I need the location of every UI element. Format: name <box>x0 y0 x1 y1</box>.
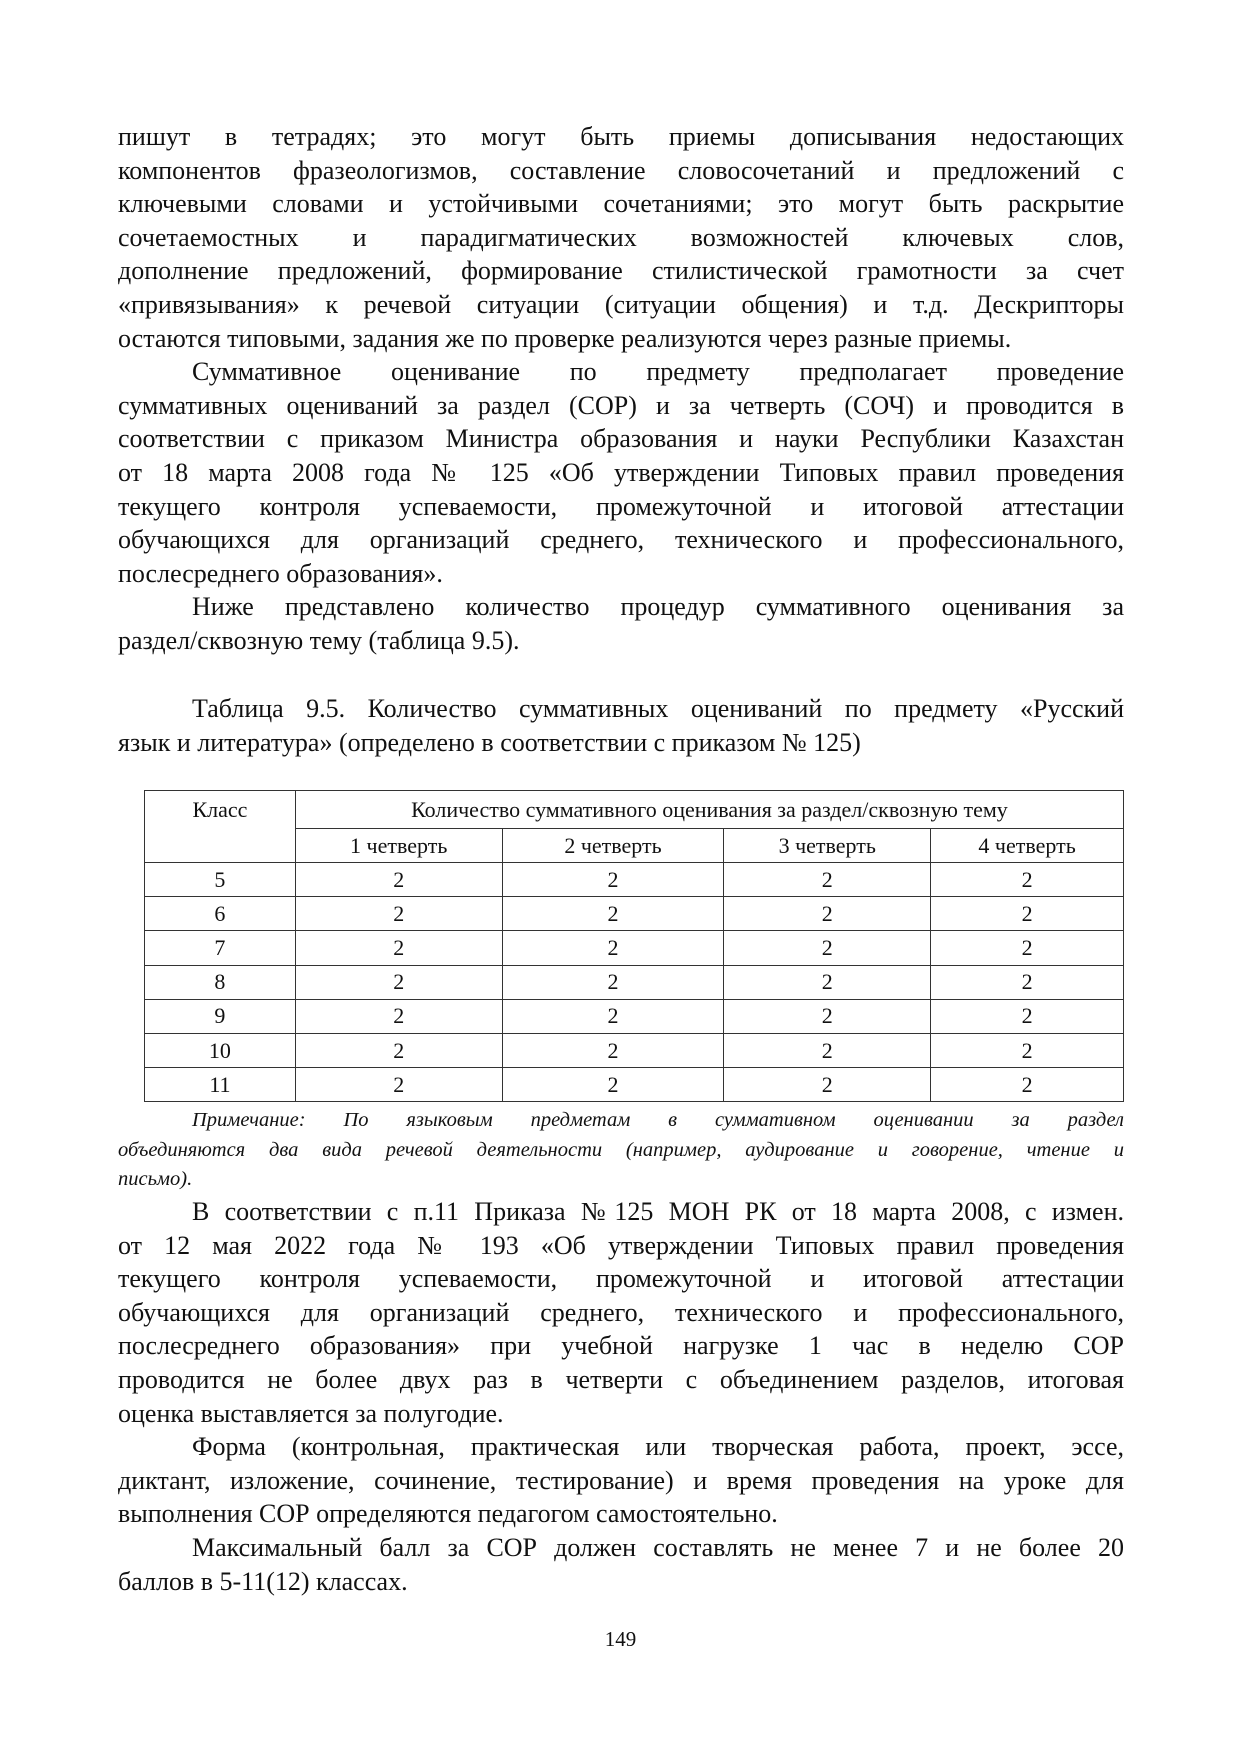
text-line: язык и литература» (определено в соответствии с приказом № 125) <box>118 727 861 757</box>
text-line: дополнение предложений, формирование стилистической грамотности за счет <box>118 256 1124 286</box>
text-line: баллов в 5-11(12) классах. <box>118 1566 408 1596</box>
cell-value: 2 <box>931 931 1124 965</box>
text-line: соответствии с приказом Министра образования и науки Республики Казахстан <box>118 424 1124 454</box>
header-class: Класс <box>145 791 296 863</box>
text-line: оценка выставляется за полугодие. <box>118 1398 504 1428</box>
cell-value: 2 <box>931 1033 1124 1067</box>
cell-value: 2 <box>724 1068 931 1102</box>
text-line: текущего контроля успеваемости, промежуточной и итоговой аттестации <box>118 1264 1124 1294</box>
text-line: выполнения СОР определяются педагогом самостоятельно. <box>118 1499 778 1529</box>
cell-class: 5 <box>145 863 296 897</box>
paragraph-continuation <box>118 120 1124 355</box>
table-row <box>145 1068 1124 1102</box>
text-line: В соответствии с п.11 Приказа №125 МОН РК от 18 марта 2008, с измен. <box>192 1197 1124 1226</box>
text-line: обучающихся для организаций среднего, технического и профессионального, <box>118 1297 1124 1327</box>
text-line: Ниже представлено количество процедур суммативного оценивания за <box>192 592 1124 622</box>
text-line: проводится не более двух раз в четверти с объединением разделов, итоговая <box>118 1364 1124 1394</box>
table-caption <box>118 692 1124 759</box>
table-row <box>145 931 1124 965</box>
cell-value: 2 <box>502 863 724 897</box>
text-line: Таблица 9.5. Количество суммативных оцениваний по предмету «Русский <box>192 694 1124 723</box>
text-line: послесреднего образования» при учебной нагрузке 1 час в неделю СОР <box>118 1331 1124 1361</box>
cell-class: 6 <box>145 897 296 931</box>
text-line: раздел/сквозную тему (таблица 9.5). <box>118 625 520 655</box>
text-line: суммативных оцениваний за раздел (СОР) и за четверть (СОЧ) и проводится в <box>118 390 1124 420</box>
note-line: Примечание: По языковым предметам в суммативном оценивании за раздел <box>192 1109 1124 1131</box>
header-quarter-4: 4 четверть <box>931 829 1124 863</box>
table-note <box>118 1106 1124 1195</box>
text-line: диктант, изложение, сочинение, тестирование) и время проведения на уроке для <box>118 1465 1124 1495</box>
note-line: объединяются два вида речевой деятельности (например, аудирование и говорение, чтение и <box>118 1138 1124 1161</box>
table-row <box>145 999 1124 1033</box>
table-header-row <box>145 791 1124 829</box>
cell-value: 2 <box>295 931 502 965</box>
cell-value: 2 <box>724 965 931 999</box>
cell-value: 2 <box>724 999 931 1033</box>
cell-value: 2 <box>724 931 931 965</box>
text-line: текущего контроля успеваемости, промежуточной и итоговой аттестации <box>118 491 1124 521</box>
cell-value: 2 <box>502 1033 724 1067</box>
cell-class: 8 <box>145 965 296 999</box>
paragraph-form <box>118 1430 1124 1531</box>
table-row <box>145 1033 1124 1067</box>
text-line: Максимальный балл за СОР должен составлять не менее 7 и не более 20 <box>192 1533 1124 1562</box>
cell-class: 11 <box>145 1068 296 1102</box>
header-quarter-2: 2 четверть <box>502 829 724 863</box>
cell-value: 2 <box>931 863 1124 897</box>
text-line: Суммативное оценивание по предмету предполагает проведение <box>192 357 1124 387</box>
table-row <box>145 897 1124 931</box>
text-line: послесреднего образования». <box>118 558 443 588</box>
cell-value: 2 <box>502 965 724 999</box>
text-line: ключевыми словами и устойчивыми сочетаниями; это могут быть раскрытие <box>118 189 1124 219</box>
cell-value: 2 <box>502 1068 724 1102</box>
header-quarter-3: 3 четверть <box>724 829 931 863</box>
summative-assessment-table <box>144 790 1124 1102</box>
cell-value: 2 <box>502 999 724 1033</box>
text-line: от 18 марта 2008 года № 125 «Об утверждении Типовых правил проведения <box>118 457 1124 487</box>
cell-class: 10 <box>145 1033 296 1067</box>
cell-value: 2 <box>931 965 1124 999</box>
paragraph-table-intro <box>118 590 1124 657</box>
text-line: компонентов фразеологизмов, составление словосочетаний и предложений с <box>118 155 1124 185</box>
text-line: Форма (контрольная, практическая или творческая работа, проект, эссе, <box>192 1432 1124 1462</box>
text-line: пишут в тетрадях; это могут быть приемы дописывания недостающих <box>118 122 1124 151</box>
cell-value: 2 <box>502 897 724 931</box>
text-line: «привязывания» к речевой ситуации (ситуации общения) и т.д. Дескрипторы <box>118 289 1124 319</box>
paragraph-max-score <box>118 1531 1124 1598</box>
text-line: сочетаемостных и парадигматических возможностей ключевых слов, <box>118 222 1124 252</box>
text-line: от 12 мая 2022 года № 193 «Об утверждении Типовых правил проведения <box>118 1230 1124 1260</box>
cell-value: 2 <box>931 1068 1124 1102</box>
paragraph-summative-assessment <box>118 355 1124 590</box>
cell-class: 7 <box>145 931 296 965</box>
note-line: письмо). <box>118 1168 193 1190</box>
header-group: Количество суммативного оценивания за раздел/сквозную тему <box>295 791 1123 829</box>
text-line: обучающихся для организаций среднего, технического и профессионального, <box>118 525 1124 555</box>
table-row <box>145 965 1124 999</box>
cell-value: 2 <box>724 863 931 897</box>
text-line: остаются типовыми, задания же по проверке реализуются через разные приемы. <box>118 323 1012 353</box>
cell-value: 2 <box>295 863 502 897</box>
cell-value: 2 <box>724 1033 931 1067</box>
cell-value: 2 <box>295 897 502 931</box>
cell-value: 2 <box>931 897 1124 931</box>
cell-value: 2 <box>295 965 502 999</box>
page-number: 149 <box>604 1627 637 1651</box>
table-row <box>145 863 1124 897</box>
header-quarter-1: 1 четверть <box>295 829 502 863</box>
cell-class: 9 <box>145 999 296 1033</box>
cell-value: 2 <box>295 1068 502 1102</box>
cell-value: 2 <box>931 999 1124 1033</box>
cell-value: 2 <box>295 1033 502 1067</box>
paragraph-order-125 <box>118 1195 1124 1430</box>
cell-value: 2 <box>295 999 502 1033</box>
cell-value: 2 <box>502 931 724 965</box>
cell-value: 2 <box>724 897 931 931</box>
